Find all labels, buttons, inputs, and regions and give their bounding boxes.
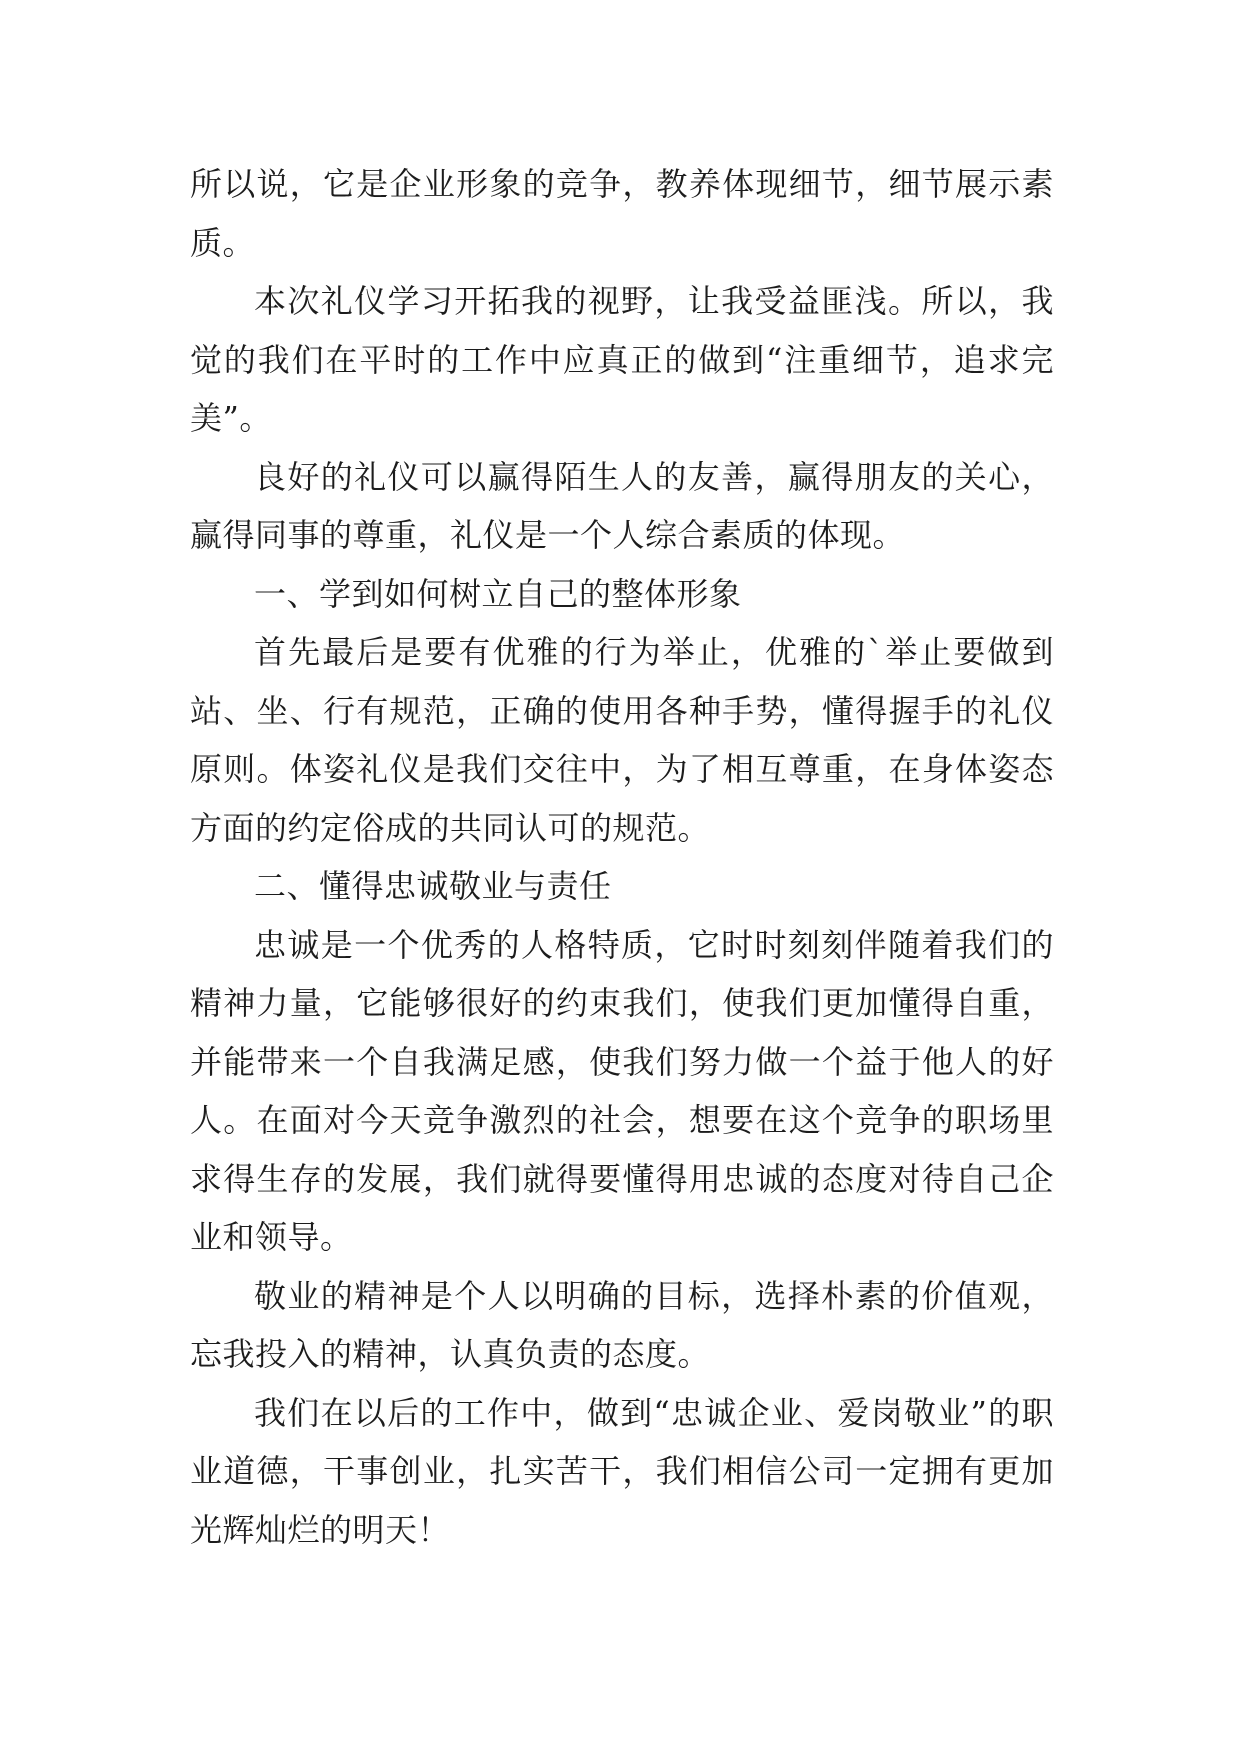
- document-body: [190, 155, 1054, 1559]
- section-heading-image: 一、学到如何树立自己的整体形象: [254, 574, 742, 613]
- paragraph-loyalty: 忠诚是一个优秀的人格特质，它时时刻刻伴随着我们的精神力量，它能够很好的约束我们，使我们更加懂得自重，并能带来一个自我满足感，使我们努力做一个益于他人的好人。在面对今天竞争激烈的社会，想要在这个竞争的职场里求得生存的发展，我们就得要懂得用忠诚的态度对待自己企业和领导。: [190, 925, 1054, 1256]
- section-heading-loyalty: 二、懂得忠诚敬业与责任: [254, 867, 612, 905]
- paragraph-dedication: 敬业的精神是个人以明确的目标，选择朴素的价值观，忘我投入的精神，认真负责的态度。: [190, 1276, 1054, 1373]
- paragraph-continuation: 所以说，它是企业形象的竞争，教养体现细节，细节展示素质。: [190, 165, 1054, 262]
- paragraph-conclusion: 我们在以后的工作中，做到“忠诚企业、爱岗敬业”的职业道德，干事创业，扎实苦干，我们相信公司一定拥有更加光辉灿烂的明天！: [190, 1393, 1054, 1549]
- paragraph-good-etiquette: 良好的礼仪可以赢得陌生人的友善，赢得朋友的关心，赢得同事的尊重，礼仪是一个人综合素质的体现。: [190, 457, 1054, 554]
- paragraph-etiquette-learning: 本次礼仪学习开拓我的视野，让我受益匪浅。所以，我觉的我们在平时的工作中应真正的做到“注重细节，追求完美”。: [190, 282, 1054, 437]
- paragraph-behavior: 首先最后是要有优雅的行为举止，优雅的`举止要做到站、坐、行有规范，正确的使用各种手势，懂得握手的礼仪原则。体姿礼仪是我们交往中，为了相互尊重，在身体姿态方面的约定俗成的共同认可的规范。: [190, 633, 1054, 847]
